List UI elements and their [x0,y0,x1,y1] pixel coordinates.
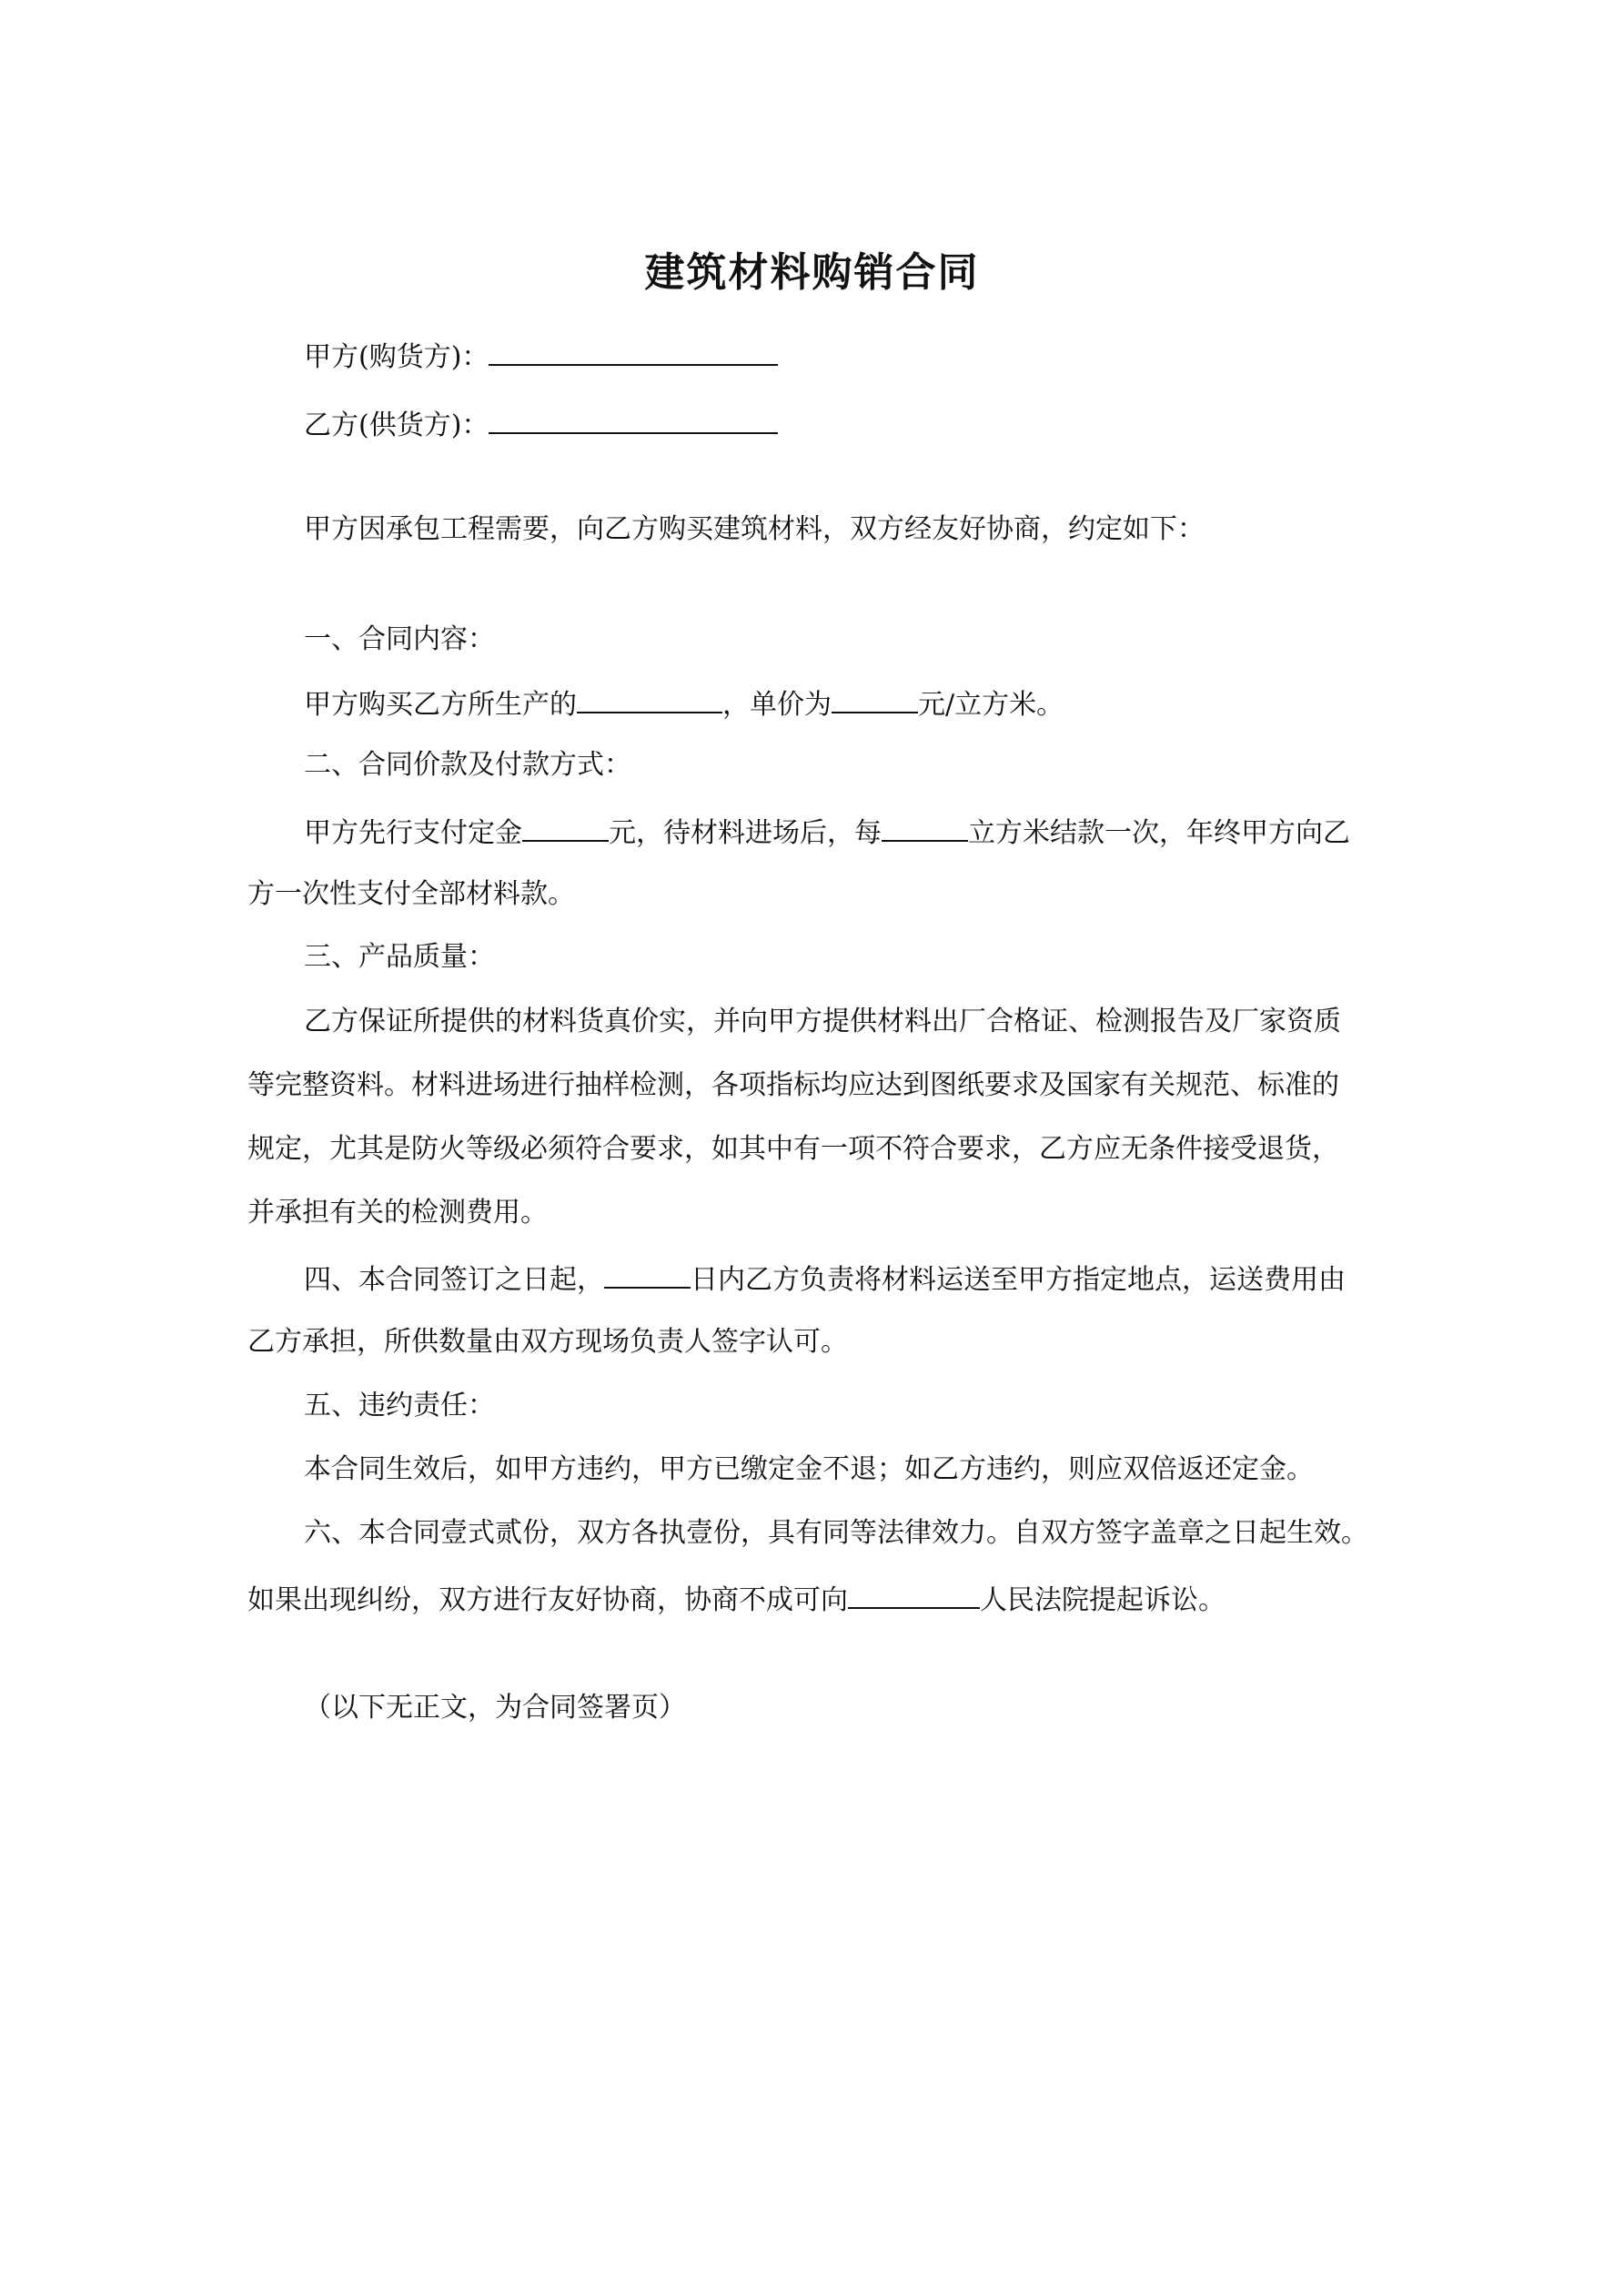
s2-text-b: 元，待材料进场后，每 [609,817,882,849]
s1-text-c: 元/立方米。 [918,689,1064,721]
section-3-line-2: 等完整资料。材料进场进行抽样检测，各项指标均应达到图纸要求及国家有关规范、标准的 [247,1069,1339,1101]
s4-text-a: 四、本合同签订之日起， [304,1264,604,1296]
s4-text-b: 日内乙方负责将材料运送至甲方指定地点，运送费用由 [691,1264,1346,1296]
s6-text-a: 如果出现纠纷，双方进行友好协商，协商不成可向 [247,1584,848,1616]
section-3-heading: 三、产品质量： [304,941,495,973]
party-a-line [304,337,778,376]
section-4-line-1 [304,1259,1346,1299]
section-1-line-1 [304,684,1064,723]
section-3-line-3: 规定，尤其是防火等级必须符合要求，如其中有一项不符合要求，乙方应无条件接受退货， [247,1133,1339,1165]
party-a-blank[interactable] [489,337,778,366]
section-3-line-4: 并承担有关的检测费用。 [247,1197,548,1229]
section-5-heading: 五、违约责任： [304,1390,495,1421]
section-6-line-1: 六、本合同壹式贰份，双方各执壹份，具有同等法律效力。自双方签字盖章之日起生效。 [304,1517,1368,1549]
delivery-days-blank[interactable] [604,1259,691,1289]
party-b-line [304,405,778,444]
section-5-line-1: 本合同生效后，如甲方违约，甲方已缴定金不退；如乙方违约，则应双倍返还定金。 [304,1453,1314,1485]
s1-text-a: 甲方购买乙方所生产的 [304,689,577,721]
product-name-blank[interactable] [577,684,722,713]
party-a-label: 甲方(购货方)： [304,341,489,373]
section-3-line-1: 乙方保证所提供的材料货真价实，并向甲方提供材料出厂合格证、检测报告及厂家资质 [304,1006,1341,1037]
section-2-line-2: 方一次性支付全部材料款。 [247,878,575,910]
section-2-line-1 [304,813,1350,852]
settlement-volume-blank[interactable] [882,813,968,842]
section-6-line-2 [247,1580,1226,1619]
section-2-heading: 二、合同价款及付款方式： [304,749,631,781]
s6-text-b: 人民法院提起诉讼。 [980,1584,1226,1616]
court-blank[interactable] [848,1580,980,1609]
preamble: 甲方因承包工程需要，向乙方购买建筑材料，双方经友好协商，约定如下： [304,513,1205,545]
party-b-label: 乙方(供货方)： [304,410,489,441]
document-title: 建筑材料购销合同 [644,249,980,296]
deposit-blank[interactable] [522,813,609,842]
party-b-blank[interactable] [489,405,778,434]
closing-note: （以下无正文，为合同签署页） [304,1692,686,1724]
s2-text-a: 甲方先行支付定金 [304,817,522,849]
section-1-heading: 一、合同内容： [304,623,495,655]
unit-price-blank[interactable] [832,684,918,713]
section-4-line-2: 乙方承担，所供数量由双方现场负责人签字认可。 [247,1326,848,1358]
s1-text-b: ，单价为 [722,689,832,721]
s2-text-c: 立方米结款一次，年终甲方向乙 [968,817,1350,849]
